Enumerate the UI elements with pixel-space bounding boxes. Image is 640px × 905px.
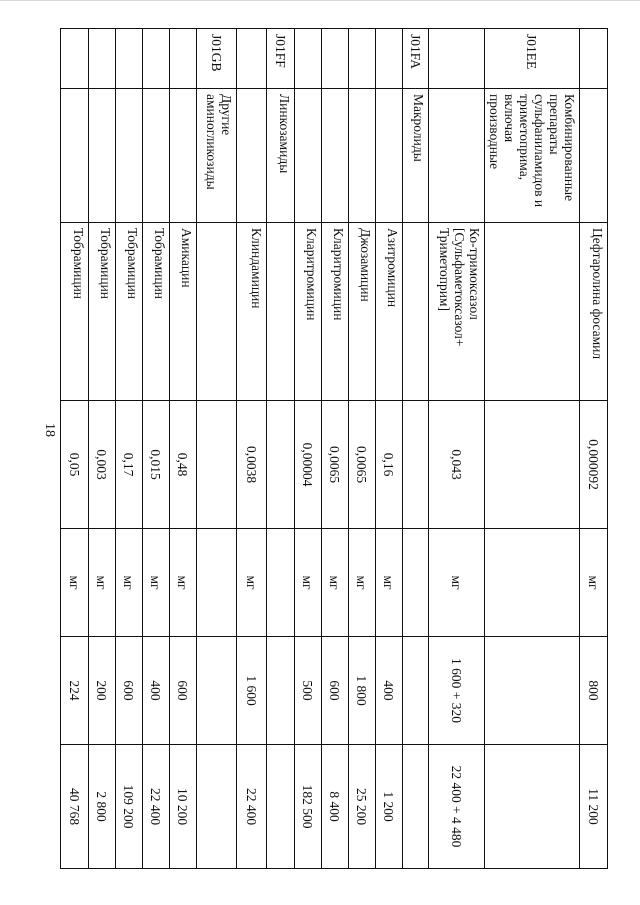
unit-cell: мг (143, 529, 170, 637)
ddd-value-cell: 0,0038 (237, 401, 267, 529)
group-name-cell (61, 89, 89, 223)
drug-name-cell: Кларитромицин (295, 223, 322, 401)
table-row (376, 29, 403, 869)
unit-cell: мг (116, 529, 143, 637)
unit-cell (267, 529, 295, 637)
ddd-value-cell (267, 401, 295, 529)
ddd-value-cell: 0,05 (61, 401, 89, 529)
group-name-cell (116, 89, 143, 223)
scan-edge (0, 0, 640, 1)
table-row (267, 29, 295, 869)
table-row (580, 29, 608, 869)
unit-cell: мг (580, 529, 608, 637)
total-cell: 2 800 (89, 745, 116, 869)
drug-name-cell: Азитромицин (376, 223, 403, 401)
atc-code-cell (89, 29, 116, 89)
ddd-value-cell (197, 401, 237, 529)
group-name-cell (376, 89, 403, 223)
drug-name-cell: Цефтаролина фосамил (580, 223, 608, 401)
drug-dosage-table (60, 28, 608, 869)
dose-cell: 1 600 (237, 637, 267, 745)
table-row (116, 29, 143, 869)
drug-name-cell: Ко-тримоксазол [Сульфаметоксазол+ Триметоприм] (429, 223, 485, 401)
ddd-value-cell: 0,003 (89, 401, 116, 529)
unit-cell: мг (349, 529, 376, 637)
rotated-table (67, 28, 608, 868)
unit-cell: мг (89, 529, 116, 637)
dose-cell: 1 800 (349, 637, 376, 745)
dose-cell (485, 637, 580, 745)
total-cell: 109 200 (116, 745, 143, 869)
unit-cell: мг (429, 529, 485, 637)
group-name-cell: Макролиды (403, 89, 429, 223)
total-cell: 1 200 (376, 745, 403, 869)
group-name-cell (349, 89, 376, 223)
table-row (349, 29, 376, 869)
atc-code-cell (116, 29, 143, 89)
table-row (197, 29, 237, 869)
group-name-cell: Комбинированные препараты сульфаниламидов и триметоприма, включая производные (485, 89, 580, 223)
dose-cell: 800 (580, 637, 608, 745)
total-cell (267, 745, 295, 869)
atc-code-cell (237, 29, 267, 89)
drug-name-cell: Клиндамицин (237, 223, 267, 401)
group-name-cell (170, 89, 197, 223)
drug-name-cell: Тобрамицин (116, 223, 143, 401)
drug-name-cell: Джозамицин (349, 223, 376, 401)
ddd-value-cell: 0,16 (376, 401, 403, 529)
ddd-value-cell: 0,00004 (295, 401, 322, 529)
dose-cell: 600 (170, 637, 197, 745)
total-cell: 22 400 (237, 745, 267, 869)
ddd-value-cell: 0,0065 (349, 401, 376, 529)
total-cell: 182 500 (295, 745, 322, 869)
total-cell: 11 200 (580, 745, 608, 869)
table-row (143, 29, 170, 869)
atc-code-cell (295, 29, 322, 89)
total-cell: 10 200 (170, 745, 197, 869)
group-name-cell: Линкозамиды (267, 89, 295, 223)
unit-cell (197, 529, 237, 637)
dose-cell: 400 (376, 637, 403, 745)
dose-cell: 500 (295, 637, 322, 745)
drug-name-cell (267, 223, 295, 401)
atc-code-cell: J01GB (197, 29, 237, 89)
table-row (89, 29, 116, 869)
total-cell (197, 745, 237, 869)
group-name-cell (295, 89, 322, 223)
atc-code-cell (322, 29, 349, 89)
group-name-cell: Другие аминогликозиды (197, 89, 237, 223)
drug-name-cell: Тобрамицин (143, 223, 170, 401)
drug-name-cell: Тобрамицин (89, 223, 116, 401)
total-cell: 25 200 (349, 745, 376, 869)
group-name-cell (322, 89, 349, 223)
atc-code-cell: J01EE (485, 29, 580, 89)
ddd-value-cell: 0,0065 (322, 401, 349, 529)
dose-cell: 200 (89, 637, 116, 745)
unit-cell: мг (237, 529, 267, 637)
ddd-value-cell: 0,17 (116, 401, 143, 529)
group-name-cell (237, 89, 267, 223)
page-number: 18 (42, 423, 57, 437)
total-cell: 8 400 (322, 745, 349, 869)
dose-cell: 224 (61, 637, 89, 745)
rotated-table-container (67, 28, 608, 868)
ddd-value-cell: 0,000092 (580, 401, 608, 529)
group-name-cell (429, 89, 485, 223)
ddd-value-cell: 0,015 (143, 401, 170, 529)
unit-cell: мг (322, 529, 349, 637)
ddd-value-cell: 0,48 (170, 401, 197, 529)
atc-code-cell (376, 29, 403, 89)
dose-cell (403, 637, 429, 745)
total-cell (485, 745, 580, 869)
drug-name-cell (485, 223, 580, 401)
dose-cell: 1 600 + 320 (429, 637, 485, 745)
dose-cell: 600 (322, 637, 349, 745)
atc-code-cell (349, 29, 376, 89)
table-row (295, 29, 322, 869)
atc-code-cell (170, 29, 197, 89)
dose-cell (197, 637, 237, 745)
unit-cell: мг (170, 529, 197, 637)
table-row (170, 29, 197, 869)
total-cell: 22 400 (143, 745, 170, 869)
dose-cell: 600 (116, 637, 143, 745)
atc-code-cell (143, 29, 170, 89)
drug-name-cell: Кларитромицин (322, 223, 349, 401)
group-name-cell (143, 89, 170, 223)
table-row (403, 29, 429, 869)
atc-code-cell (580, 29, 608, 89)
unit-cell: мг (61, 529, 89, 637)
ddd-value-cell (403, 401, 429, 529)
atc-code-cell (429, 29, 485, 89)
atc-code-cell (61, 29, 89, 89)
table-row (237, 29, 267, 869)
dose-cell (267, 637, 295, 745)
ddd-value-cell (485, 401, 580, 529)
unit-cell: мг (295, 529, 322, 637)
unit-cell (485, 529, 580, 637)
ddd-value-cell: 0,043 (429, 401, 485, 529)
unit-cell (403, 529, 429, 637)
total-cell: 22 400 + 4 480 (429, 745, 485, 869)
total-cell: 40 768 (61, 745, 89, 869)
table-row (322, 29, 349, 869)
drug-name-cell: Тобрамицин (61, 223, 89, 401)
drug-name-cell (197, 223, 237, 401)
group-name-cell (89, 89, 116, 223)
atc-code-cell: J01FF (267, 29, 295, 89)
table-row (485, 29, 580, 869)
total-cell (403, 745, 429, 869)
atc-code-cell: J01FA (403, 29, 429, 89)
unit-cell: мг (376, 529, 403, 637)
dose-cell: 400 (143, 637, 170, 745)
table-row (429, 29, 485, 869)
drug-name-cell: Амикацин (170, 223, 197, 401)
drug-name-cell (403, 223, 429, 401)
table-row (61, 29, 89, 869)
group-name-cell (580, 89, 608, 223)
